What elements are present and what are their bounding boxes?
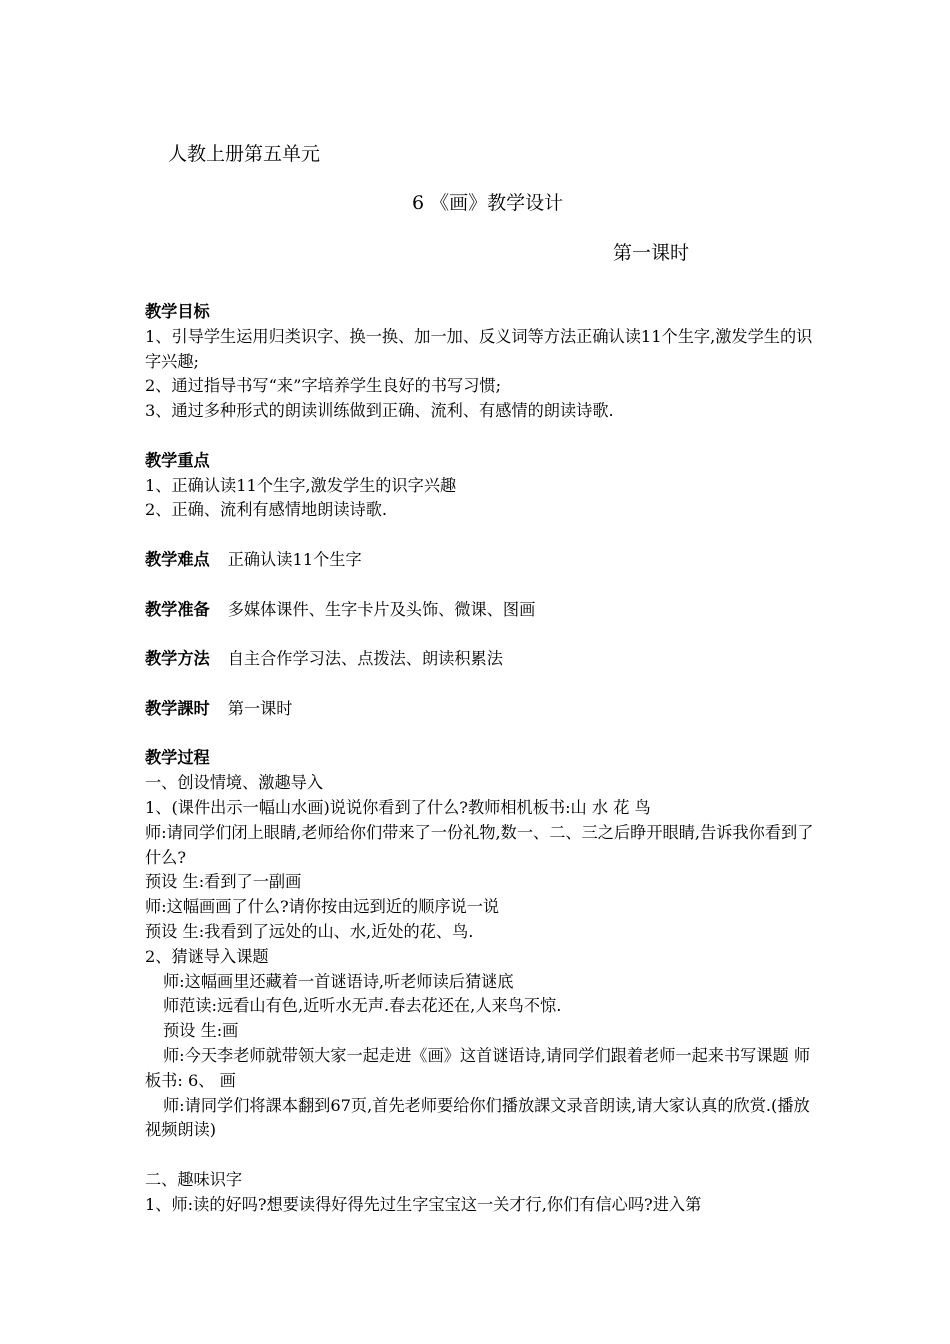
goal-item: 1、引导学生运用归类识字、换一换、加一加、反义词等方法正确认读11个生字,激发学生的识字兴趣; — [145, 326, 813, 371]
preparation-row — [145, 598, 817, 623]
methods-label: 教学方法 — [145, 649, 210, 669]
lesson-title: 6 《画》教学设计 — [412, 192, 564, 214]
process-line: 预设 生:我看到了远处的山、水,近处的花、鸟. — [145, 921, 474, 941]
goals-heading: 教学目标 — [145, 302, 210, 321]
preparation-value: 多媒体课件、生字卡片及头饰、微课、图画 — [227, 599, 536, 619]
key-point-item: 2、正确、流利有感情地朗读诗歌. — [145, 500, 388, 520]
class-period-value: 第一课时 — [227, 698, 293, 718]
methods-row — [145, 647, 817, 672]
process-indented-line: 师:请同学们将課本翻到67页,首先老师要给你们播放課文录音朗读,请大家认真的欣赏.(播放视频朗读) — [145, 1095, 810, 1140]
goal-item: 3、通过多种形式的朗读训练做到正确、流利、有感情的朗读诗歌. — [145, 401, 614, 421]
preparation-label: 教学准备 — [145, 599, 210, 619]
period-heading: 第一课时 — [613, 242, 690, 264]
document-body — [145, 300, 817, 1217]
process-line: 师:请同学们闭上眼睛,老师给你们带来了一份礼物,数一、二、三之后睁开眼睛,告诉我你看到了什么? — [145, 822, 814, 867]
section-title: 二、趣味识字 — [145, 1169, 243, 1189]
methods-value: 自主合作学习法、点拨法、朗读积累法 — [227, 649, 503, 669]
unit-heading: 人教上册第五单元 — [168, 143, 321, 165]
difficulty-value: 正确认读11个生字 — [227, 549, 362, 569]
difficulty-row — [145, 548, 817, 573]
process-indented-line: 师:这幅画里还藏着一首谜语诗,听老师读后猜谜底 — [163, 971, 514, 991]
process-indented-line: 师范读:远看山有色,近听水无声.春去花还在,人来鸟不惊. — [163, 996, 562, 1016]
key-points-heading: 教学重点 — [145, 450, 210, 470]
process-indented-line: 预设 生:画 — [163, 1021, 239, 1041]
process-indented-line: 师:今天李老师就带领大家一起走进《画》这首谜语诗,请同学们跟着老师一起来书写课题 师板书: 6、 画 — [145, 1045, 811, 1090]
class-period-row — [145, 697, 817, 722]
process-heading: 教学过程 — [145, 748, 210, 768]
section-title: 一、创设情境、激趣导入 — [145, 773, 324, 793]
difficulty-label: 教学难点 — [145, 549, 210, 569]
key-point-item: 1、正确认读11个生字,激发学生的识字兴趣 — [145, 475, 457, 495]
class-period-label: 教学課时 — [145, 698, 210, 718]
process-line: 1、师:读的好吗?想要读得好得先过生字宝宝这一关才行,你们有信心吗?进入第 — [145, 1194, 702, 1214]
process-line: 2、猜谜导入课题 — [145, 946, 269, 966]
process-line: 1、(课件出示一幅山水画)说说你看到了什么?教师相机板书:山 水 花 鸟 — [145, 797, 651, 817]
process-line: 预设 生:看到了一副画 — [145, 872, 302, 892]
process-line: 师:这幅画画了什么?请你按由远到近的顺序说一说 — [145, 897, 500, 917]
goal-item: 2、通过指导书写“来”字培养学生良好的书写习惯; — [145, 376, 502, 396]
